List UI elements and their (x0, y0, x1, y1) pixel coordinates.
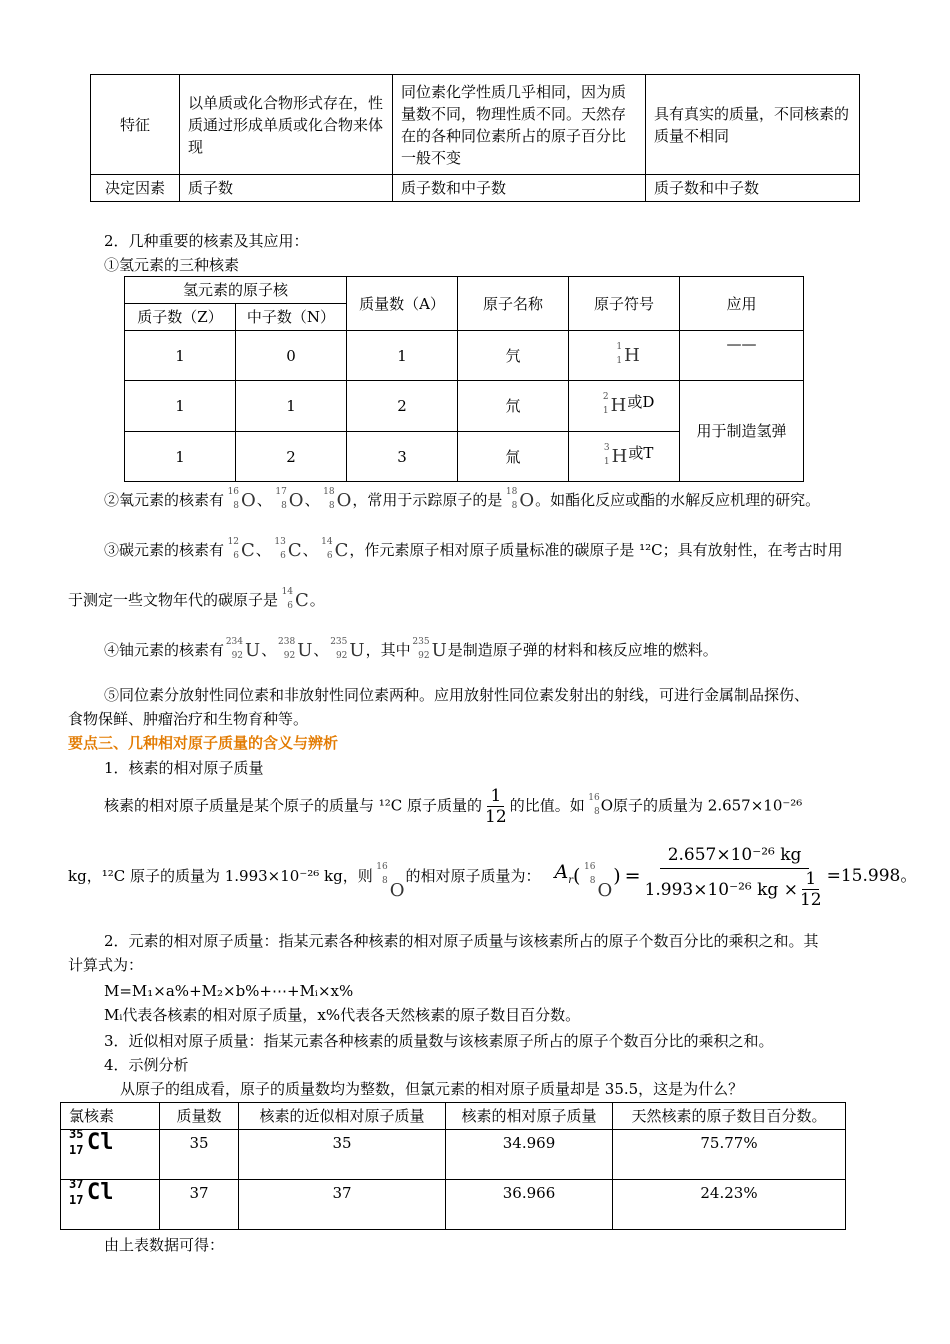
p1-text: 核素的相对原子质量是某个原子的质量与 ¹²C 原子质量的 $\frac{1}{12}$ 的比值。如 16 8 O原子的质量为 2.657×10⁻²⁶ (104, 786, 803, 827)
p1-text-2: kg，¹²C 原子的质量为 1.993×10⁻²⁶ kg，则 16 8 O 的相对原子质量为： $A_r$ ( 16 8 O ) = 2.657×10⁻²⁶ kg 1.993×10⁻²⁶ kg × $\frac{1}{12}$ =15.998。 (68, 842, 917, 911)
hydrogen-title: ①氢元素的三种核素 (104, 256, 240, 274)
header-neutrons: 中子数（N） (236, 304, 347, 331)
element-comparison-table (90, 74, 860, 202)
header-cl-mass: 质量数 (160, 1103, 239, 1130)
conclusion: 由上表数据可得： (104, 1236, 225, 1254)
cell-a: 2 (347, 381, 458, 432)
cell-cl-pct: 75.77% (613, 1130, 846, 1180)
p3: 3．近似相对原子质量：指某元素各种核素的质量数与该核素原子所占的原子个数百分比的乘积之和。 (104, 1032, 774, 1050)
p2-note: Mᵢ代表各核素的相对原子质量，x%代表各天然核素的原子数目百分数。 (104, 1006, 581, 1024)
cell-cl-approx: 37 (239, 1180, 446, 1230)
cl35-symbol: 35 17 Cl (69, 1127, 114, 1157)
chlorine-table (60, 1102, 846, 1230)
cell-z: 1 (125, 331, 236, 381)
oxygen-paragraph: ②氧元素的核素有 16 8 O、 17 8 O、 18 8 O，常用于示踪原子的是 18 8 O。如酯化反应或酯的水解反应机理的研究。 (104, 487, 821, 511)
cell-cl-mass: 35 (160, 1130, 239, 1180)
cell-n: 2 (236, 432, 347, 482)
header-protons: 质子数（Z） (125, 304, 236, 331)
cell-nuclide-factor: 质子数和中子数 (646, 175, 860, 202)
cell-n: 0 (236, 331, 347, 381)
header-cl-nuclide: 氯核素 (61, 1103, 160, 1130)
cell-cl-pct: 24.23% (613, 1180, 846, 1230)
carbon-paragraph-2: 于测定一些文物年代的碳原子是 14 6 C。 (68, 587, 325, 611)
table-row (125, 381, 804, 432)
cell-cl-rel: 34.969 (446, 1130, 613, 1180)
nuclide-symbol: 1 1 H (616, 341, 640, 366)
isotope-paragraph-2: 食物保鲜、肿瘤治疗和生物育种等。 (68, 710, 309, 728)
cell-isotope-factor: 质子数和中子数 (393, 175, 646, 202)
cell-cl-symbol (61, 1177, 160, 1230)
cell-symbol: 2 1 H或D (569, 381, 680, 432)
formula-lhs: $A_r$ (554, 861, 574, 886)
p1-title: 1．核素的相对原子质量 (104, 759, 264, 777)
label-feature: 特征 (91, 75, 180, 175)
cell-name: 氘 (458, 381, 569, 432)
nuclide-symbol: 2 1 H (602, 392, 627, 416)
p4-title: 4．示例分析 (104, 1056, 189, 1074)
cell-cl-mass: 37 (160, 1180, 239, 1230)
cell-cl-rel: 36.966 (446, 1180, 613, 1230)
hydrogen-table (124, 276, 804, 482)
header-atom-symbol: 原子符号 (569, 277, 680, 331)
cell-cl-symbol (61, 1127, 160, 1180)
section-3-heading: 要点三、几种相对原子质量的含义与辨析 (68, 734, 339, 752)
formula-fraction: 2.657×10⁻²⁶ kg 1.993×10⁻²⁶ kg × $\frac{1}{12}$ (645, 842, 825, 910)
cell-element-feature: 以单质或化合物形式存在，性质通过形成单质或化合物来体现 (180, 75, 393, 175)
carbon-paragraph: ③碳元素的核素有 12 6 C、 13 6 C、 14 6 C，作元素原子相对原子质量标准的碳原子是 ¹²C；具有放射性，在考古时用 (104, 537, 843, 561)
cell-z: 1 (125, 432, 236, 482)
p4-text: 从原子的组成看，原子的质量数均为整数，但氯元素的相对原子质量却是 35.5，这是为什么？ (120, 1080, 744, 1098)
header-cl-approx: 核素的近似相对原子质量 (239, 1103, 446, 1130)
header-mass-number: 质量数（A） (347, 277, 458, 331)
header-cl-rel: 核素的相对原子质量 (446, 1103, 613, 1130)
cell-z: 1 (125, 381, 236, 432)
header-cl-pct: 天然核素的原子数目百分数。 (613, 1103, 846, 1130)
cell-nuclide-feature: 具有真实的质量，不同核素的质量不相同 (646, 75, 860, 175)
cell-name: 氚 (458, 432, 569, 482)
cell-symbol: 3 1 H或T (569, 432, 680, 482)
fraction-one-twelfth: $\frac{1}{12}$ (485, 786, 507, 827)
cell-a: 1 (347, 331, 458, 381)
p2-formula: M=M₁×a%+M₂×b%+⋯+Mᵢ×x% (104, 982, 354, 1000)
section-2-title: 2．几种重要的核素及其应用： (104, 232, 309, 250)
uranium-paragraph: ④铀元素的核素有 234 92 U、 238 92 U、 235 92 U，其中 235 92 U是制造原子弹的材料和核反应堆的燃料。 (104, 637, 718, 661)
cell-element-factor: 质子数 (180, 175, 393, 202)
nuclide-symbol: 3 1 H (603, 442, 628, 467)
cell-app-hbomb: 用于制造氢弹 (680, 381, 804, 482)
table-row (61, 1180, 846, 1230)
label-deciding-factor: 决定因素 (91, 175, 180, 202)
cell-app-none: —— (680, 331, 804, 381)
cell-name: 氕 (458, 331, 569, 381)
table-row (61, 1130, 846, 1180)
table-row (125, 331, 804, 381)
cell-n: 1 (236, 381, 347, 432)
cl37-symbol: 37 17 Cl (69, 1177, 114, 1207)
p2-line1: 2．元素的相对原子质量：指某元素各种核素的相对原子质量与该核素所占的原子个数百分比的乘积之和。其 (104, 932, 819, 950)
isotope-paragraph-1: ⑤同位素分放射性同位素和非放射性同位素两种。应用放射性同位素发射出的射线，可进行金属制品探伤、 (104, 686, 810, 704)
header-atom-name: 原子名称 (458, 277, 569, 331)
cell-isotope-feature: 同位素化学性质几乎相同，因为质量数不同，物理性质不同。天然存在的各种同位素所占的原子百分比一般不变 (393, 75, 646, 175)
header-application: 应用 (680, 277, 804, 331)
cell-symbol (569, 331, 680, 381)
p2-line2: 计算式为： (68, 956, 144, 974)
header-nucleus: 氢元素的原子核 (125, 277, 347, 304)
cell-a: 3 (347, 432, 458, 482)
cell-cl-approx: 35 (239, 1130, 446, 1180)
